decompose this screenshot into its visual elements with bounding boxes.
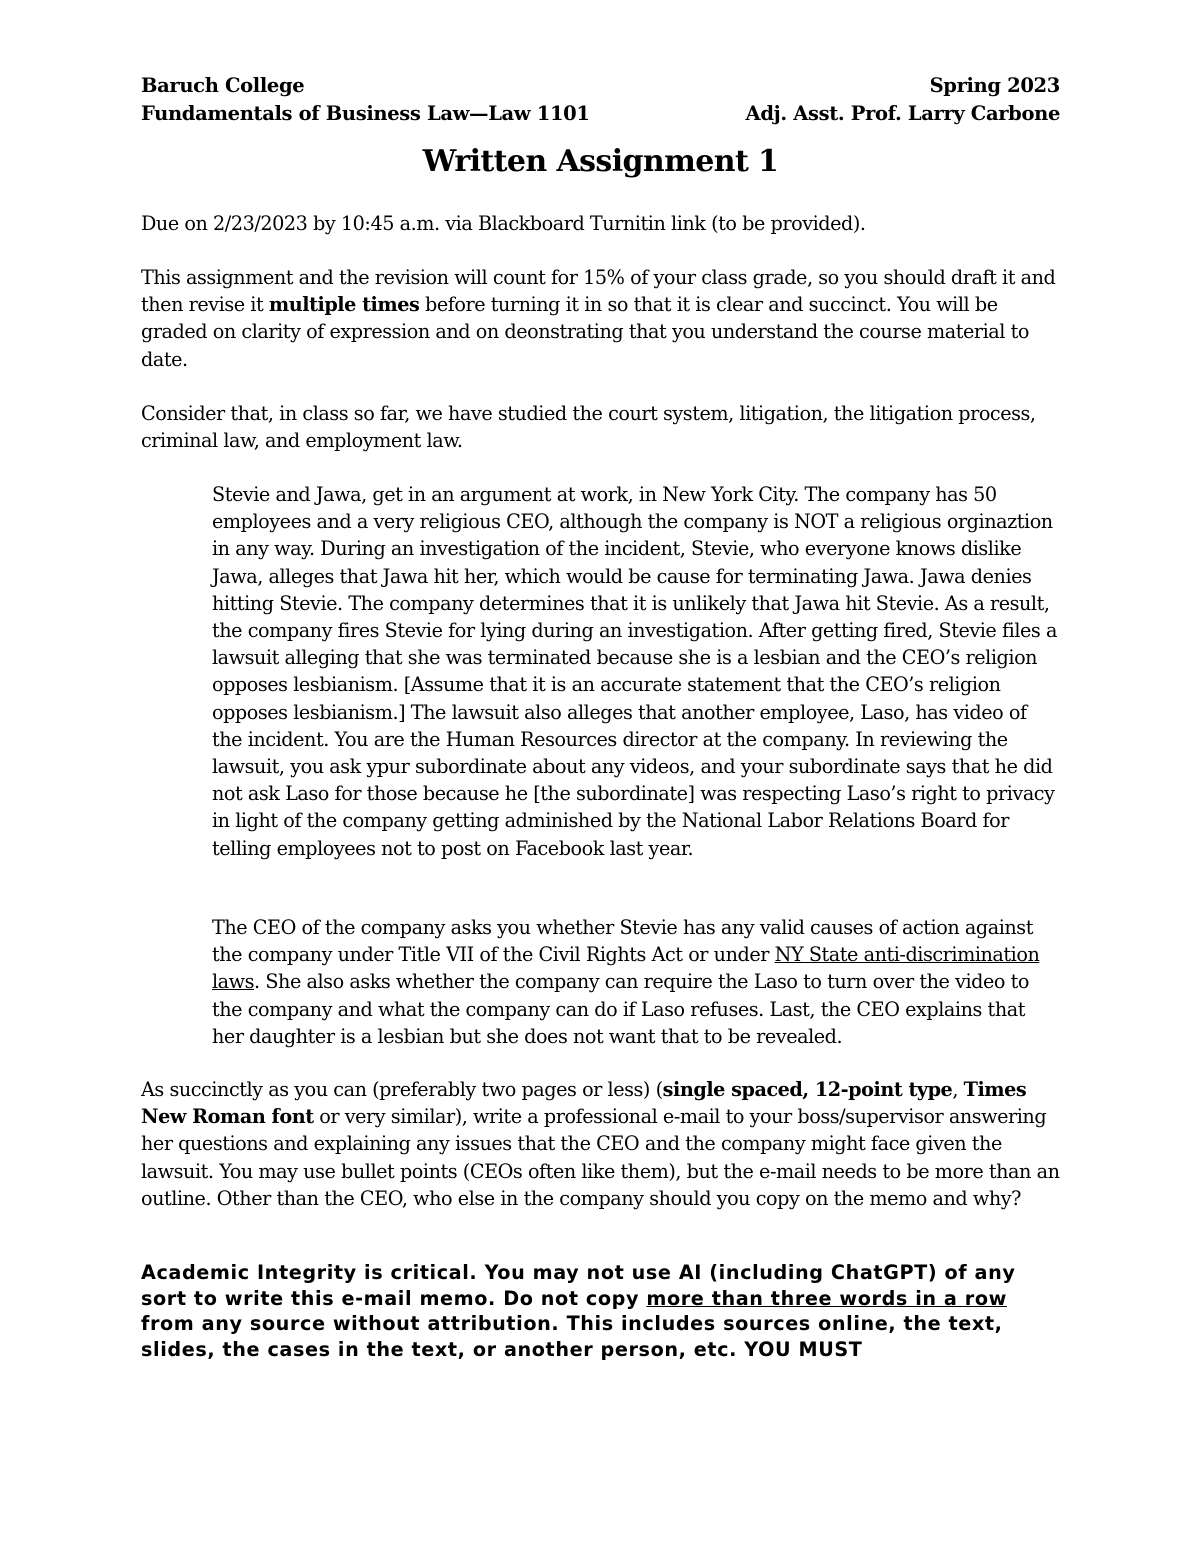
ceo-question-text-end: . She also asks whether the company can require the Laso to turn over the video to the company and what the company can do if Laso refuses. Last, the CEO explains that her daughter is a lesbian but she does not want that to be revealed.: [212, 970, 1029, 1048]
due-date-line: Due on 2/23/2023 by 10:45 a.m. via Blackboard Turnitin link (to be provided).: [141, 212, 866, 235]
instructions-paragraph: [141, 1076, 1061, 1212]
academic-integrity-warning: [141, 1260, 1061, 1363]
integrity-text-start: Academic Integrity is critical. You may not use AI (including ChatGPT) of any sort to write this e-mail memo. Do not copy: [141, 1261, 1016, 1310]
instructions-bold-format: single spaced, 12-point type: [662, 1078, 953, 1101]
assignment-title: Written Assignment 1: [422, 144, 779, 179]
grading-text-end: before turning it in so that it is clear and succinct. You will be graded on clarity of expression and on deonstrating that you understand the course material to date.: [141, 293, 1029, 371]
document-header: [141, 72, 1060, 128]
instructor-name: Adj. Asst. Prof. Larry Carbone: [745, 102, 1060, 125]
ceo-question-paragraph: [212, 914, 1062, 1050]
integrity-text-end: from any source without attribution. This includes sources online, the text, slides, the cases in the text, or another person, etc. YOU MUST: [141, 1312, 1003, 1362]
grading-text-start: This assignment and the revision will count for 15% of your class grade, so you should draft it and then revise it: [141, 266, 1056, 317]
instructions-text-3: or very similar), write a professional e-mail to your boss/supervisor answering her questions and explaining any issues that the CEO and the company might face given the lawsuit. You may use bullet points (CEOs often like them), but the e-mail needs to be more than an outline. Other than the CEO, who else in the company should you copy on the memo and why?: [141, 1105, 1060, 1210]
header-row-top: [141, 72, 1060, 100]
instructions-text-2: ,: [952, 1078, 964, 1101]
school-name: Baruch College: [141, 74, 305, 97]
instructions-text-1: As succinctly as you can (preferably two pages or less) (: [141, 1078, 663, 1101]
grading-emphasis: multiple times: [268, 293, 420, 317]
ceo-question-text-start: The CEO of the company asks you whether Stevie has any valid causes of action against the company under Title VII of the Civil Rights Act or under: [212, 916, 1033, 967]
grading-paragraph: [141, 264, 1061, 373]
ny-law-underlined: NY State anti-discrimination laws: [212, 943, 1040, 994]
integrity-underlined: more than three words in a row: [646, 1286, 1007, 1310]
course-name: Fundamentals of Business Law—Law 1101: [141, 102, 590, 125]
consider-paragraph: Consider that, in class so far, we have studied the court system, litigation, the litigation process, criminal law, and employment law.: [141, 402, 1036, 453]
term-label: Spring 2023: [929, 74, 1060, 97]
scenario-paragraph: Stevie and Jawa, get in an argument at work, in New York City. The company has 50 employees and a very religious CEO, although the company is NOT a religious orginaztion in any way. During an investigation of the incident, Stevie, who everyone knows dislike Jawa, alleges that Jawa hit her, which would be cause for terminating Jawa. Jawa denies hitting Stevie. The company determines that it is unlikely that Jawa hit Stevie. As a result, the company fires Stevie for lying during an investigation. After getting fired, Stevie files a lawsuit alleging that she was terminated because she is a lesbian and the CEO’s religion opposes lesbianism. [Assume that it is an accurate statement that the CEO’s religion opposes lesbianism.] The lawsuit also alleges that another employee, Laso, has video of the incident. You are the Human Resources director at the company. In reviewing the lawsuit, you ask ypur subordinate about any videos, and your subordinate says that he did not ask Laso for those because he [the subordinate] was respecting Laso’s right to privacy in light of the company getting adminished by the National Labor Relations Board for telling employees not to post on Facebook last year.: [212, 483, 1057, 860]
instructions-bold-font: Times New Roman font: [141, 1078, 1027, 1129]
header-row-bottom: [141, 100, 1060, 128]
